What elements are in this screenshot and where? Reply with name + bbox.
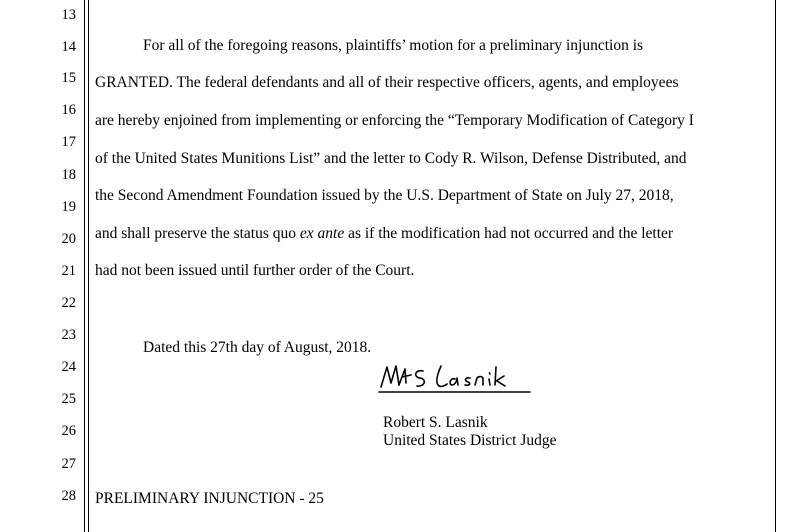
- line-number: 24: [61, 359, 76, 375]
- italic-term: ex ante: [299, 225, 345, 242]
- line-number: 28: [61, 488, 76, 504]
- document-footer: PRELIMINARY INJUNCTION - 25: [95, 490, 324, 507]
- body-line: the Second Amendment Foundation issued by the U.S. Department of State on July 27, 2018,: [95, 187, 674, 204]
- right-margin-rule: [775, 0, 776, 532]
- judge-name: Robert S. Lasnik: [383, 414, 488, 431]
- line-number: 17: [61, 134, 76, 150]
- left-margin-rule-inner: [88, 0, 89, 532]
- line-number: 13: [61, 7, 76, 23]
- body-text: as if the modification had not occurred and the letter: [344, 225, 674, 242]
- line-number: 21: [61, 263, 76, 279]
- line-number: 26: [61, 423, 76, 439]
- left-margin-rule-outer: [84, 0, 85, 532]
- body-line: of the United States Munitions List” and the letter to Cody R. Wilson, Defense Distributed, and: [95, 150, 687, 167]
- line-number: 15: [61, 70, 76, 86]
- body-line: For all of the foregoing reasons, plaintiffs’ motion for a preliminary injunction is: [143, 37, 644, 54]
- handwritten-signature: [375, 357, 535, 397]
- line-number: 19: [61, 199, 76, 215]
- dated-line: Dated this 27th day of August, 2018.: [143, 339, 372, 356]
- line-number: 20: [61, 231, 76, 247]
- body-line: GRANTED. The federal defendants and all of their respective officers, agents, and employees: [95, 74, 679, 91]
- body-line: [95, 225, 673, 243]
- line-number: 16: [61, 102, 76, 118]
- line-number: 27: [61, 456, 76, 472]
- line-number: 14: [61, 39, 76, 55]
- line-number: 22: [61, 295, 76, 311]
- body-line: are hereby enjoined from implementing or enforcing the “Temporary Modification of Category I: [95, 112, 694, 129]
- line-number: 23: [61, 327, 76, 343]
- judge-title: United States District Judge: [383, 432, 557, 449]
- body-text: and shall preserve the status quo: [95, 225, 300, 242]
- body-line: had not been issued until further order of the Court.: [95, 262, 415, 279]
- signature-block: [383, 414, 557, 450]
- line-number: 25: [61, 391, 76, 407]
- line-number: 18: [61, 167, 76, 183]
